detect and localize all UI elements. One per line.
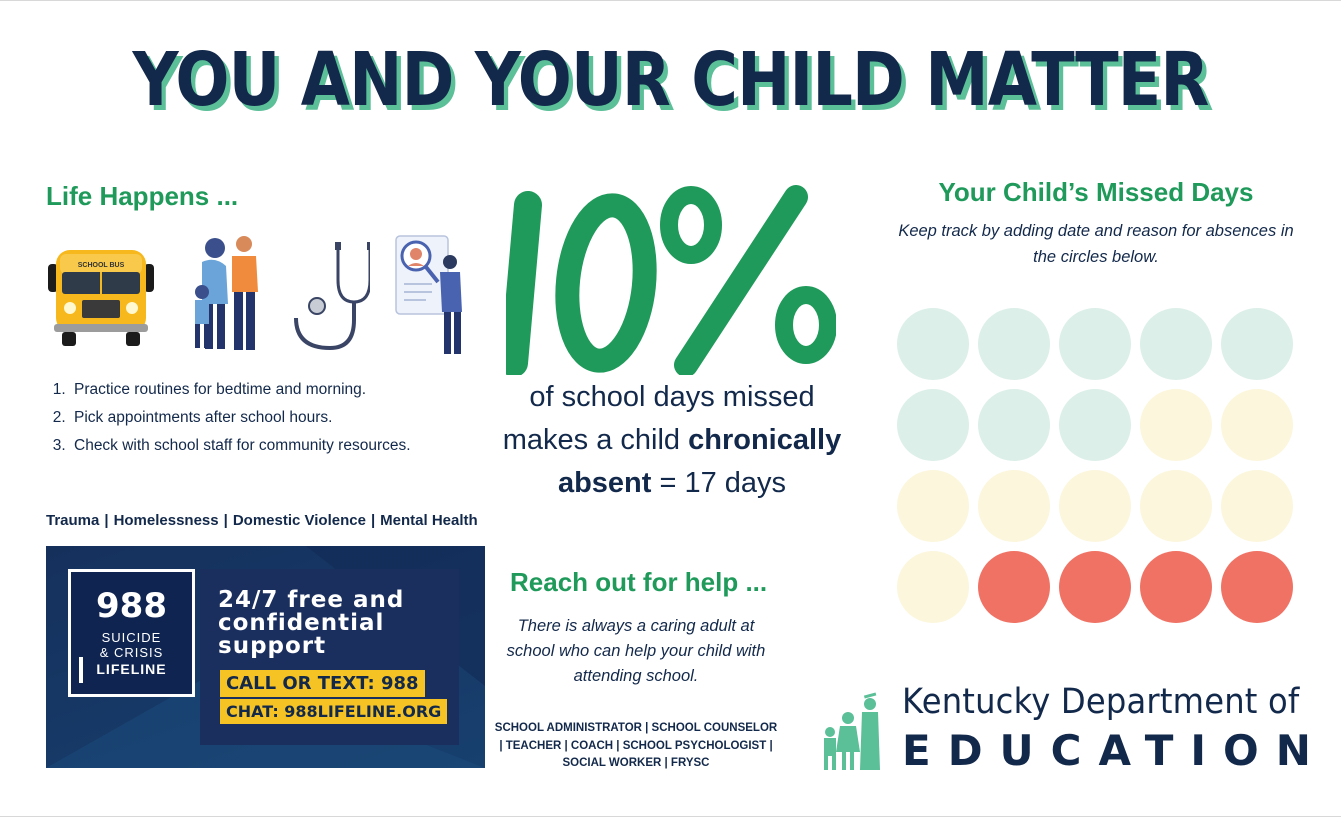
kde-education: EDUCATION bbox=[902, 726, 1328, 775]
absence-circle[interactable] bbox=[1221, 470, 1293, 542]
absence-circle[interactable] bbox=[1221, 551, 1293, 623]
absence-circle[interactable] bbox=[897, 551, 969, 623]
absence-circle[interactable] bbox=[1140, 551, 1212, 623]
tip-item: 1. Practice routines for bedtime and morning. bbox=[70, 379, 411, 407]
absence-circle[interactable] bbox=[1221, 389, 1293, 461]
topic-homelessness: Homelessness bbox=[113, 512, 219, 529]
topic-mental-health: Mental Health bbox=[380, 512, 478, 529]
school-bus-icon bbox=[44, 242, 159, 357]
missed-days-heading: Your Child’s Missed Days bbox=[938, 177, 1254, 207]
ten-percent-graphic bbox=[506, 185, 836, 375]
chronically-text: chronically bbox=[688, 424, 842, 456]
absence-circle[interactable] bbox=[1059, 551, 1131, 623]
support-text: 24/7 free and confidential support bbox=[218, 587, 405, 659]
page-title: YOU AND YOUR CHILD MATTER bbox=[132, 37, 1209, 123]
call-text-label: CALL OR TEXT: 988 bbox=[220, 670, 425, 697]
absence-circle[interactable] bbox=[1221, 308, 1293, 380]
kde-name: Kentucky Department of bbox=[902, 682, 1300, 722]
kde-logo-figures-icon bbox=[820, 688, 882, 772]
missed-days-instructions: Keep track by adding date and reason for absences in the circles below. bbox=[898, 222, 1294, 266]
topics-list: Trauma | Homelessness | Domestic Violence | Mental Health bbox=[46, 512, 478, 529]
chat-label: CHAT: 988LIFELINE.ORG bbox=[220, 699, 447, 724]
absent-text: absent bbox=[557, 467, 652, 499]
absence-circle[interactable] bbox=[1059, 389, 1131, 461]
absence-circle[interactable] bbox=[1140, 470, 1212, 542]
tips-list bbox=[46, 379, 411, 463]
life-happens-heading: Life Happens ... bbox=[46, 181, 239, 211]
reach-out-text: There is always a caring adult at school who can help your child with attending school. bbox=[506, 617, 766, 685]
absence-circle[interactable] bbox=[1140, 308, 1212, 380]
absence-circle[interactable] bbox=[978, 308, 1050, 380]
absence-circle[interactable] bbox=[1140, 389, 1212, 461]
lifeline-suicide: SUICIDE bbox=[101, 630, 162, 645]
reach-out-heading: Reach out for help ... bbox=[510, 567, 768, 597]
topic-domestic-violence: Domestic Violence bbox=[232, 512, 366, 529]
support-panel bbox=[200, 569, 459, 745]
absence-circle[interactable] bbox=[978, 470, 1050, 542]
absence-circle[interactable] bbox=[897, 389, 969, 461]
absence-statement: of school days missed makes a child chronically absent = 17 days bbox=[502, 381, 842, 499]
life-icons bbox=[44, 232, 474, 357]
tip-item: 2. Pick appointments after school hours. bbox=[70, 407, 411, 435]
topic-trauma: Trauma bbox=[46, 512, 100, 529]
top-border bbox=[0, 0, 1341, 1]
absence-circle[interactable] bbox=[1059, 470, 1131, 542]
absence-circle[interactable] bbox=[1059, 308, 1131, 380]
doctor-search-icon bbox=[392, 232, 472, 357]
lifeline-label: LIFELINE bbox=[96, 661, 167, 677]
stethoscope-icon bbox=[290, 240, 370, 355]
absence-circle[interactable] bbox=[897, 308, 969, 380]
absence-circle[interactable] bbox=[978, 389, 1050, 461]
absence-tracker-circles bbox=[897, 308, 1297, 628]
svg-text:SCHOOL BUS: SCHOOL BUS bbox=[77, 262, 125, 269]
absence-circle[interactable] bbox=[897, 470, 969, 542]
tip-item: 3. Check with school staff for community resources. bbox=[70, 435, 411, 463]
lifeline-banner bbox=[46, 546, 485, 768]
staff-roles: SCHOOL ADMINISTRATOR | SCHOOL COUNSELOR | TEACHER | COACH | SCHOOL PSYCHOLOGIST | SOCIAL WORKER | FRYSC bbox=[494, 722, 778, 769]
family-icon bbox=[180, 232, 270, 357]
lifeline-crisis: & CRISIS bbox=[99, 645, 164, 660]
absence-circle[interactable] bbox=[978, 551, 1050, 623]
logo-bar bbox=[79, 657, 83, 683]
lifeline-logo bbox=[68, 569, 195, 697]
lifeline-number: 988 bbox=[96, 586, 167, 626]
